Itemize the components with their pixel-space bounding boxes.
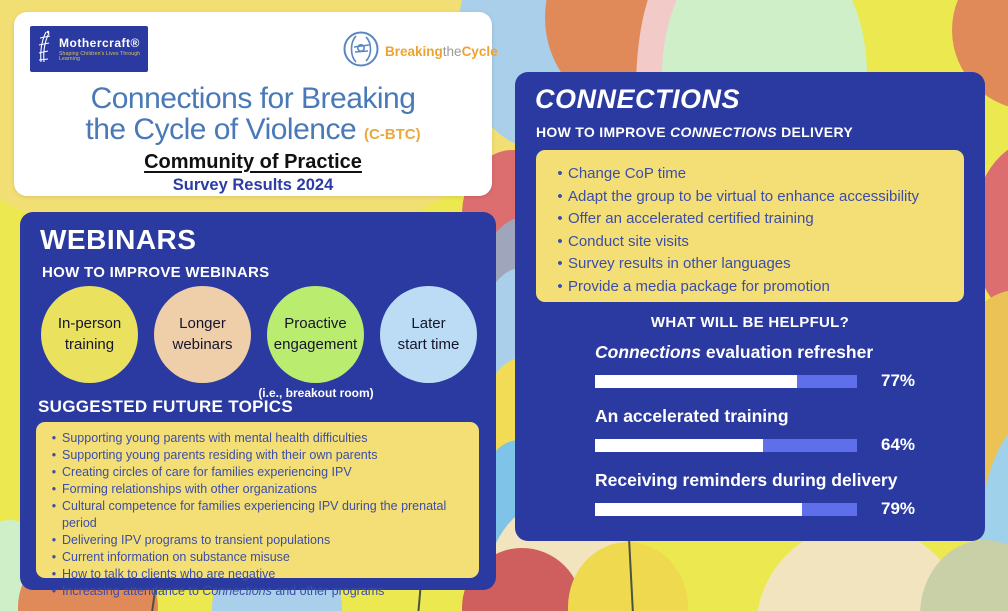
breakout-room-note: (i.e., breakout room) [258,386,374,400]
connections-improvements-box [536,150,964,302]
webinars-panel [20,212,496,598]
improvement-text: Change CoP time [568,165,687,182]
topic-text: Cultural competence for families experiencing IPV during the prenatal period [62,499,447,530]
topic-text: Creating circles of care for families experiencing IPV [62,465,352,479]
circle-label: In-person [57,315,122,333]
btc-logo-the: the [442,44,462,59]
bar-group-receiving-reminders [595,470,965,519]
bullet-icon [46,583,62,600]
connections-panel [515,72,985,541]
topic-item [46,430,467,447]
improvement-text: Adapt the group to be virtual to enhance accessibility [568,187,920,205]
topic-item [46,447,467,464]
topic-text [62,583,384,600]
main-title-line2 [14,115,492,150]
topic-text: How to talk to clients who are negative [62,567,276,581]
topic-text-pre: Increasing attendance to [62,584,203,598]
circle-label: training [64,335,115,353]
main-title-line1: Connections for Breaking [90,82,416,115]
improvement-item [552,163,948,186]
topic-item [46,583,467,600]
bullet-icon [552,186,568,209]
bar-label [595,342,965,363]
topic-item [46,498,467,532]
main-title-acronym: (C-BTC) [363,126,421,143]
webinars-title: WEBINARS [40,224,197,255]
header-card [14,12,498,196]
connections-subtitle-pre: HOW TO IMPROVE [536,124,671,140]
circle-label: Longer [179,315,226,333]
improvement-item [552,231,948,254]
topic-text: Current information on substance misuse [62,550,290,564]
improvement-text: Provide a media package for promotion [568,277,830,295]
bullet-icon [46,447,62,464]
mothercraft-figure-icon [36,30,54,69]
bar-label-rest: evaluation refresher [700,342,874,362]
btc-logo-breaking: Breaking [385,44,443,59]
bar-label-italic: Connections [595,342,701,362]
bar-fill [595,503,802,516]
topic-item [46,481,467,498]
suggested-future-topics-title: SUGGESTED FUTURE TOPICS [38,397,294,416]
bar-label [595,406,965,427]
webinar-circle-proactive-engagement [267,286,364,383]
bullet-icon [46,430,62,447]
btc-logo-cycle: Cycle [461,44,498,59]
circle-label: Later [411,315,446,333]
circle-label: webinars [172,335,233,353]
helpful-bar-chart [595,342,965,534]
connections-subtitle-italic: CONNECTIONS [670,124,777,140]
bar-label-rest: Receiving reminders during delivery [595,470,898,490]
bar-group-accelerated-training [595,406,965,455]
bullet-icon [46,464,62,481]
mothercraft-logo-tagline: Shaping Children's Lives Through Learning [59,50,141,62]
suggested-topics-box [36,422,479,598]
topic-text-italic: Connections [202,584,272,598]
bar-label-rest: An accelerated training [595,406,789,426]
connections-subtitle-post: DELIVERY [776,124,853,140]
bullet-icon [552,253,568,276]
mothercraft-logo-name: Mothercraft® [59,35,140,50]
circle-label: engagement [273,335,358,353]
bar-track [595,375,857,388]
topic-item [46,566,467,583]
topic-text: Forming relationships with other organizations [62,482,317,496]
bar-track [595,439,857,452]
bar-fill [595,439,763,452]
improvement-item [552,253,948,276]
mothercraft-logo [30,26,148,72]
circle-label: start time [397,335,460,353]
connections-subtitle [536,124,853,140]
bullet-icon [46,498,62,532]
bullet-icon [552,208,568,231]
improvement-text: Conduct site visits [568,232,689,250]
bar-track [595,503,857,516]
breaking-the-cycle-logo [342,30,498,73]
topic-item [46,549,467,566]
improvement-item [552,276,948,299]
bullet-icon [552,276,568,299]
bar-label [595,470,965,491]
bar-percentage: 64% [881,435,916,454]
improvement-text: Offer an accelerated certified training [568,210,814,227]
topic-text: Delivering IPV programs to transient populations [62,533,331,547]
breaking-the-cycle-emblem-icon [342,30,380,73]
balloon [920,540,1008,611]
subtitle-community-of-practice: Community of Practice [144,151,362,173]
webinar-circle-in-person-training [41,286,138,383]
bullet-icon [46,549,62,566]
bullet-icon [552,163,568,186]
topic-text-post: and other programs [271,584,385,598]
bar-fill [595,375,797,388]
webinar-circle-longer-webinars [154,286,251,383]
connections-title: CONNECTIONS [535,84,741,114]
bullet-icon [552,231,568,254]
improvement-item [552,208,948,231]
topic-item [46,464,467,481]
bar-percentage: 77% [881,371,916,390]
bar-percentage: 79% [881,499,916,518]
bar-group-evaluation-refresher [595,342,965,391]
webinar-circle-later-start-time [380,286,477,383]
what-will-be-helpful-title: WHAT WILL BE HELPFUL? [650,314,850,331]
subtitle-survey-results: Survey Results 2024 [172,176,334,194]
bullet-icon [46,532,62,549]
topic-text: Supporting young parents with mental health difficulties [62,431,368,445]
bullet-icon [46,481,62,498]
topic-text: Supporting young parents residing with their own parents [62,448,378,462]
webinars-subtitle: HOW TO IMPROVE WEBINARS [42,264,270,281]
main-title-line2-text: the Cycle of Violence [85,113,364,146]
circle-label: Proactive [284,315,347,333]
improvement-item [552,186,948,209]
improvement-text: Survey results in other languages [568,255,791,272]
topic-item [46,532,467,549]
bullet-icon [46,566,62,583]
